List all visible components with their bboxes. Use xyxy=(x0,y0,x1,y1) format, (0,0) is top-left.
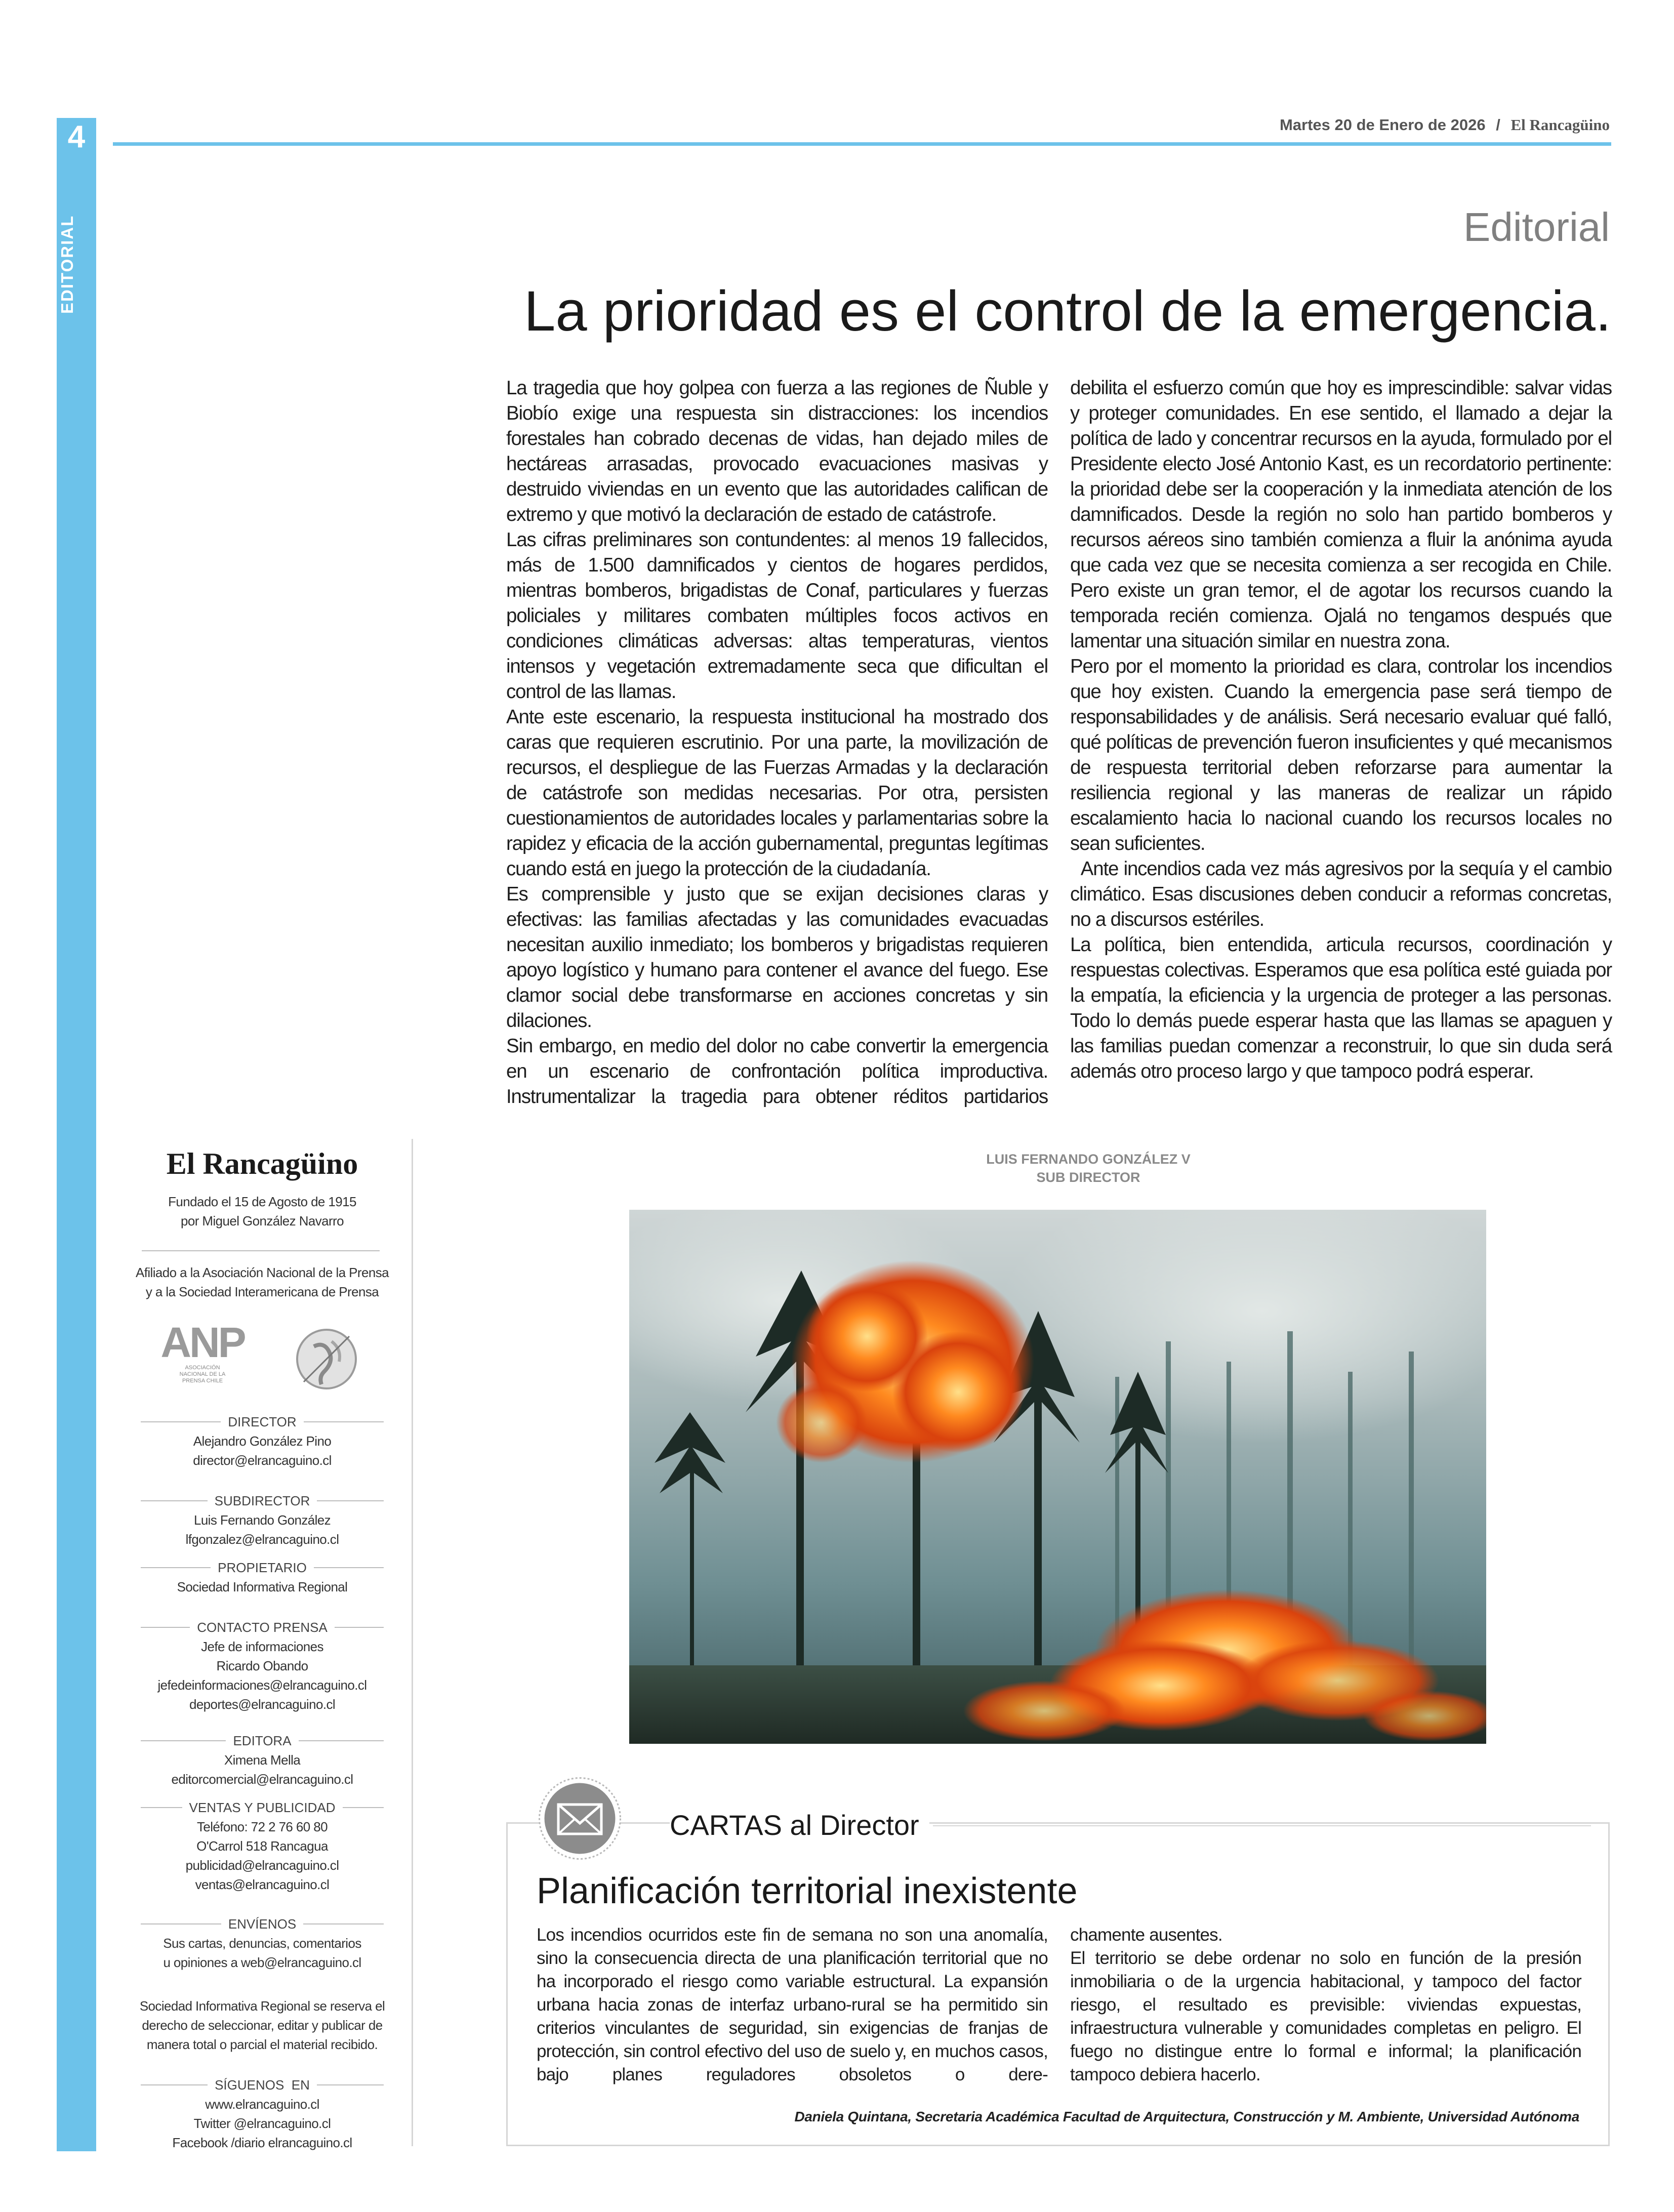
editorial-column-1 xyxy=(506,376,1048,1110)
rights-line: manera total o parcial el material recibido. xyxy=(146,2037,378,2052)
paragraph: Ante este escenario, la respuesta institucional ha mostrado dos caras que requieren escrutinio. Por una parte, la movilización de recursos, el despliegue de las Fuerzas Armadas y la declaración de catástrofe son medidas necesarias. Por otra, persisten cuestionamientos de autoridades locales y parlamentarias sobre la rapidez y eficacia de la acción gubernamental, preguntas legítimas cuando está en juego la protección de la ciudadanía. xyxy=(506,706,1048,880)
anp-logo-subtext: ASOCIACIÓN NACIONAL DE LA PRENSA CHILE xyxy=(179,1365,226,1384)
anp-logo xyxy=(157,1321,248,1392)
header-rule xyxy=(113,142,1611,146)
press-email: jefedeinformaciones@elrancaguino.cl xyxy=(157,1677,367,1693)
follow-label xyxy=(141,2075,384,2095)
affiliation-line: y a la Sociedad Interamericana de Prensa xyxy=(145,1284,379,1299)
sales-address: O'Carrol 518 Rancagua xyxy=(196,1838,328,1854)
press-role: Jefe de informaciones xyxy=(201,1639,323,1654)
subdirector-label-text: SUBDIRECTOR xyxy=(214,1493,310,1508)
send-label xyxy=(141,1914,384,1934)
owner-label xyxy=(141,1558,384,1577)
press-contact-block xyxy=(120,1618,404,1714)
director-name: Alejandro González Pino xyxy=(193,1433,332,1449)
publication-name: El Rancagüino xyxy=(1510,116,1610,134)
letter-headline: Planificación territorial inexistente xyxy=(537,1871,1078,1911)
send-block xyxy=(120,1914,404,1972)
twitter-link[interactable]: Twitter @elrancaguino.cl xyxy=(193,2116,331,2131)
letter-column-1 xyxy=(537,1923,1048,2086)
paragraph: Sin embargo, en medio del dolor no cabe convertir la emergencia en un escenario de confrontación política improductiva. Instrumentalizar la tragedia para obtener réditos partidarios xyxy=(506,1035,1048,1108)
paragraph: El territorio se debe ordenar no solo en función de la presión inmobiliaria o de la urgencia habitacional, y tampoco del factor riesgo, el resultado es previsible: viviendas expuestas, infraestructura vulnerable y comunidades completas en peligro. El fuego no distingue entre lo formal e informal; la planificación tampoco debiera hacerlo. xyxy=(1070,1948,1581,2084)
founded-info xyxy=(120,1192,404,1231)
dateline-separator: / xyxy=(1496,116,1500,134)
subdirector-block xyxy=(120,1491,404,1549)
letter-signature: Daniela Quintana, Secretaria Académica Facultad de Arquitectura, Construcción y M. Ambiente, Universidad Autónoma xyxy=(794,2109,1579,2124)
subdirector-name: Luis Fernando González xyxy=(193,1512,331,1528)
header-dateline xyxy=(1255,116,1610,134)
byline-name: LUIS FERNANDO GONZÁLEZ V xyxy=(986,1152,1191,1167)
paragraph: Las cifras preliminares son contundentes: al menos 19 fallecidos, más de 1.500 damnificados y cientos de hogares perdidos, mientras bomberos, brigadistas de Conaf, particulares y fuerzas policiales y militares combaten múltiples focos activos en condiciones climáticas adversas: altas temperaturas, vientos intensos y vegetación extremadamente seca que dificultan el control de las llamas. xyxy=(506,529,1048,703)
press-name: Ricardo Obando xyxy=(216,1658,308,1673)
director-block xyxy=(120,1412,404,1470)
editorial-kicker: Editorial xyxy=(1463,204,1610,250)
masthead-title: El Rancagüino xyxy=(166,1147,358,1180)
forest-fire-photo xyxy=(629,1210,1486,1744)
sales-email: ventas@elrancaguino.cl xyxy=(195,1877,330,1892)
editorial-headline: La prioridad es el control de la emergencia. xyxy=(524,279,1611,343)
issue-date: Martes 20 de Enero de 2026 xyxy=(1279,116,1486,134)
section-side-strip xyxy=(57,118,96,2151)
section-label xyxy=(58,215,88,344)
paragraph: Ante incendios cada vez más agresivos por la sequía y el cambio climático. Esas discusiones deben conducir a reformas concretas, no a discursos estériles. xyxy=(1070,858,1617,930)
owner-name: Sociedad Informativa Regional xyxy=(177,1579,348,1594)
paragraph: Es comprensible y justo que se exijan decisiones claras y efectivas: las familias afectadas y las comunidades evacuadas necesitan auxilio inmediato; los bomberos y brigadistas requieren apoyo logístico y humano para contener el avance del fuego. Ese clamor social debe transformarse en acciones concretas y sin dilaciones. xyxy=(506,883,1048,1032)
follow-label-text: SÍGUENOS EN xyxy=(215,2077,310,2093)
website-link[interactable]: www.elrancaguino.cl xyxy=(205,2097,319,2112)
owner-block xyxy=(120,1558,404,1596)
editor-email: editorcomercial@elrancaguino.cl xyxy=(171,1772,353,1787)
director-label-text: DIRECTOR xyxy=(228,1414,297,1429)
send-label-text: ENVÍENOS xyxy=(228,1916,297,1932)
sales-block xyxy=(120,1798,404,1894)
rights-line: derecho de seleccionar, editar y publicar de xyxy=(142,2018,383,2033)
forest-fire-illustration xyxy=(629,1210,1486,1744)
press-label xyxy=(141,1618,384,1637)
paragraph: Pero por el momento la prioridad es clara, controlar los incendios que hoy existen. Cuando la emergencia pase será tiempo de responsabilidades y de análisis. Será necesario evaluar qué falló, qué políticas de prevención fueron insuficientes y qué mecanismos de respuesta territorial deben reforzarse para aumentar la resiliencia regional y las maneras de realizar un rápido escalamiento hacia lo nacional cuando los recursos locales no sean suficientes. xyxy=(1070,656,1612,854)
editor-label-text: EDITORA xyxy=(233,1733,292,1748)
page-number: 4 xyxy=(67,119,86,154)
editor-label xyxy=(141,1731,384,1750)
owner-label-text: PROPIETARIO xyxy=(218,1560,307,1575)
byline-role: SUB DIRECTOR xyxy=(1036,1170,1140,1185)
letter-column-2 xyxy=(1070,1923,1581,2086)
founded-line: Fundado el 15 de Agosto de 1915 xyxy=(168,1194,356,1209)
editor-block xyxy=(120,1731,404,1789)
anp-logo-text: ANP xyxy=(160,1319,244,1366)
letters-section-title: CARTAS al Director xyxy=(670,1809,929,1841)
rights-notice xyxy=(120,1996,404,2054)
subdirector-email: lfgonzalez@elrancaguino.cl xyxy=(185,1532,339,1547)
send-line: u opiniones a web@elrancaguino.cl xyxy=(163,1955,361,1970)
paragraph: debilita el esfuerzo común que hoy es imprescindible: salvar vidas y proteger comunidades. En ese sentido, el llamado a dejar la política de lado y concentrar recursos en la ayuda, formulado por el Presidente electo José Antonio Kast, es un recordatorio pertinente: la prioridad debe ser la cooperación y la inmediata atención de los damnificados. Desde la región no solo han partido bomberos y recursos aéreos sino también comienza a fluir la anónima ayuda que cada vez que se necesita comienza a ser recogida en Chile. Pero existe un gran temor, el de agotar los recursos cuando la temporada recién comienza. Ojalá no tengamos después que lamentar una situación similar en nuestra zona. xyxy=(1070,377,1612,652)
press-label-text: CONTACTO PRENSA xyxy=(197,1620,328,1635)
subdirector-label xyxy=(141,1491,384,1510)
founded-line: por Miguel González Navarro xyxy=(181,1213,344,1228)
section-label-text: EDITORIAL xyxy=(58,215,76,314)
rights-line: Sociedad Informativa Regional se reserva el xyxy=(139,1998,385,2014)
paragraph: La tragedia que hoy golpea con fuerza a las regiones de Ñuble y Biobío exige una respuesta sin distracciones: los incendios forestales han cobrado decenas de vidas, han dejado miles de hectáreas arrasadas, provocado evacuaciones masivas y destruido viviendas en un evento que las autoridades califican de extremo y que motivó la declaración de estado de catástrofe. xyxy=(506,377,1048,525)
affiliation-line: Afiliado a la Asociación Nacional de la Prensa xyxy=(136,1265,389,1280)
sales-email: publicidad@elrancaguino.cl xyxy=(185,1858,339,1873)
editor-name: Ximena Mella xyxy=(224,1752,301,1768)
director-label xyxy=(141,1412,384,1431)
sports-email: deportes@elrancaguino.cl xyxy=(189,1697,336,1712)
sales-label-text: VENTAS Y PUBLICIDAD xyxy=(189,1800,336,1815)
divider xyxy=(142,1250,380,1251)
paragraph: chamente ausentes. xyxy=(1070,1925,1222,1945)
sip-globe-icon xyxy=(294,1326,359,1392)
follow-block xyxy=(120,2075,404,2152)
cartas-rule xyxy=(933,1825,1591,1826)
editorial-byline xyxy=(911,1150,1265,1186)
sales-label xyxy=(141,1798,384,1817)
editorial-column-2 xyxy=(1070,376,1617,1084)
send-line: Sus cartas, denuncias, comentarios xyxy=(163,1936,361,1951)
envelope-icon xyxy=(538,1777,622,1860)
director-email: director@elrancaguino.cl xyxy=(193,1453,332,1468)
affiliation-info xyxy=(120,1263,404,1301)
paragraph: La política, bien entendida, articula recursos, coordinación y respuestas colectivas. Esperamos que esa política esté guiada por la empatía, la eficiencia y la urgencia de proteger a las personas. Todo lo demás puede esperar hasta que las llamas se apaguen y las familias puedan comenzar a reconstruir, lo que sin duda será además otro proceso largo y que tampoco podrá esperar. xyxy=(1070,934,1612,1082)
paragraph: Los incendios ocurridos este fin de semana no son una anomalía, sino la consecuencia directa de una planificación territorial que no ha incorporado el riesgo como variable estructural. La expansión urbana hacia zonas de interfaz urbano-rural se ha permitido sin criterios vinculantes de seguridad, sin exigencias de franjas de protección, sin control efectivo del uso de suelo y, en muchos casos, bajo planes reguladores obsoletos o dere- xyxy=(537,1925,1048,2084)
facebook-link[interactable]: Facebook /diario elrancaguino.cl xyxy=(172,2135,352,2150)
sales-phone: Teléfono: 72 2 76 60 80 xyxy=(197,1819,328,1834)
